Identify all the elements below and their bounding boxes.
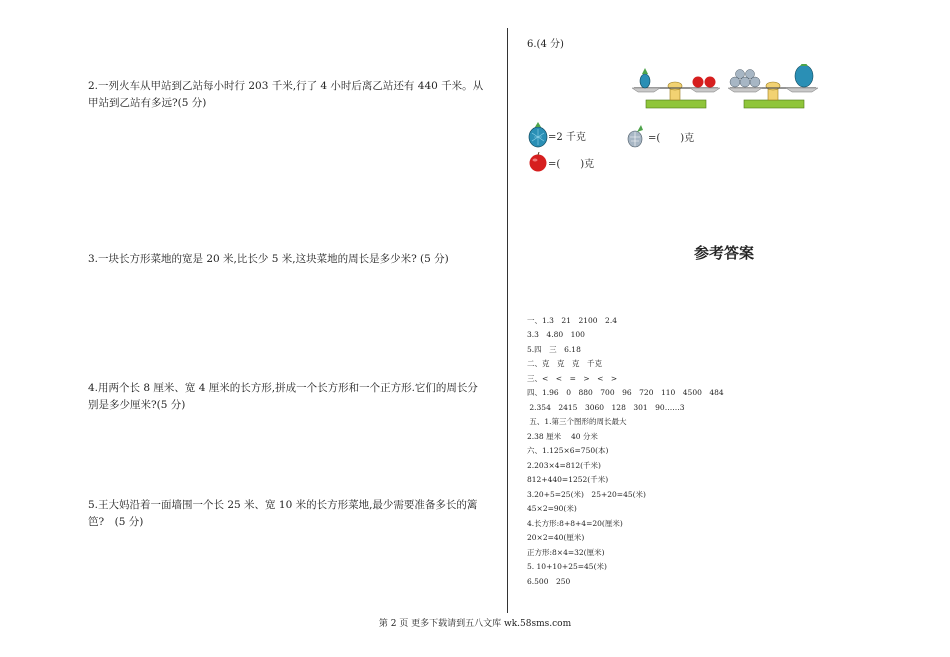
answer-line: 六、1.125×6=750(本) (527, 446, 609, 455)
durian-icon (626, 124, 646, 148)
durian-equation (626, 124, 694, 148)
answer-line: 2.203×4=812(千米) (527, 461, 601, 470)
answer-line: 5. 10+10+25=45(米) (527, 562, 607, 571)
answers-title: 参考答案 (694, 244, 755, 262)
answer-line: 二、克 克 克 千克 (527, 359, 602, 368)
pineapple-icon (528, 122, 548, 148)
pineapple-equation (528, 122, 586, 148)
answer-line: 四、1.96 0 880 700 96 720 110 4500 484 (527, 388, 724, 397)
question-3: 3.一块长方形菜地的宽是 20 米,比长少 5 米,这块菜地的周长是多少米? (5 分) (88, 253, 449, 265)
question-5: 5.王大妈沿着一面墙围一个长 25 米、宽 10 米的长方形菜地,最少需要准备多长的篱笆? (5 分) (88, 499, 478, 528)
answer-line: 五、1.第三个图形的周长最大 (527, 417, 627, 426)
question-4: 4.用两个长 8 厘米、宽 4 厘米的长方形,拼成一个长方形和一个正方形.它们的周长分别是多少厘米?(5 分) (88, 382, 478, 411)
answer-line: 3.3 4.80 100 (527, 330, 585, 339)
answer-line: 4.长方形:8+8+4=20(厘米) (527, 519, 623, 528)
answer-line: 一、1.3 21 2100 2.4 (527, 316, 617, 325)
page-footer: 第 2 页 更多下载请到五八文库 wk.58sms.com (378, 619, 572, 629)
answer-line: 812+440=1252(千米) (527, 475, 609, 484)
apple-equation (528, 152, 594, 172)
apple-equation-text: =( )克 (548, 158, 595, 170)
answer-line: 2.354 2415 3060 128 301 90……3 (527, 403, 685, 412)
apple-icon (528, 152, 548, 172)
answer-line: 20×2=40(厘米) (527, 533, 585, 542)
answer-line: 2.38 厘米 40 分米 (527, 432, 598, 441)
durian-equation-text: =( )克 (648, 132, 695, 144)
column-divider (507, 28, 508, 613)
balance-scale-2 (728, 64, 820, 110)
answer-line: 6.500 250 (527, 577, 571, 586)
answer-line: 5.四 三 6.18 (527, 345, 581, 354)
balance-scale-1 (632, 64, 722, 110)
answer-line: 正方形:8×4=32(厘米) (527, 548, 605, 557)
question-6-header: 6.(4 分) (527, 39, 564, 50)
answer-line: 3.20+5=25(米) 25+20=45(米) (527, 490, 646, 499)
answer-line: 45×2=90(米) (527, 504, 577, 513)
question-2: 2.一列火车从甲站到乙站每小时行 203 千米,行了 4 小时后离乙站还有 440 千米。从甲站到乙站有多远?(5 分) (88, 80, 484, 109)
pineapple-equation-text: =2 千克 (548, 131, 586, 143)
answer-line: 三、< < = > < > (527, 374, 618, 383)
